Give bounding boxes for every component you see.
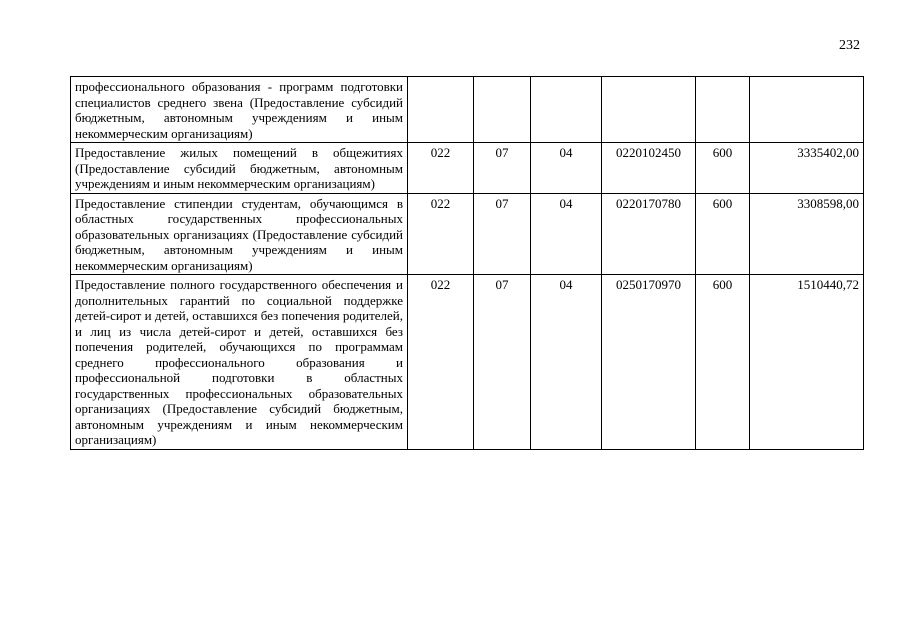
table-row: [71, 275, 864, 450]
row-description: Предоставление жилых помещений в общежитиях (Предоставление субсидий бюджетным, автономным учреждениям и иным некоммерческим организациям): [71, 143, 408, 194]
row-subsection-code: [531, 77, 602, 143]
row-ministry-code: 022: [408, 275, 474, 450]
row-expense-type: 600: [696, 275, 750, 450]
row-target-article: 0220102450: [602, 143, 696, 194]
table-row: [71, 77, 864, 143]
row-target-article: 0220170780: [602, 193, 696, 275]
row-ministry-code: [408, 77, 474, 143]
row-subsection-code: 04: [531, 193, 602, 275]
row-section-code: 07: [474, 275, 531, 450]
row-target-article: [602, 77, 696, 143]
row-expense-type: [696, 77, 750, 143]
row-ministry-code: 022: [408, 143, 474, 194]
row-amount: 1510440,72: [750, 275, 864, 450]
row-section-code: 07: [474, 143, 531, 194]
row-target-article: 0250170970: [602, 275, 696, 450]
row-description: Предоставление полного государственного обеспечения и дополнительных гарантий по социальной поддержке детей-сирот и детей, оставшихся без попечения родителей, и лиц из числа детей-сирот и детей, оставшихся без попечения родителей, обучающихся по программам среднего профессионального образования и профессиональной подготовки в областных государственных профессиональных образовательных организациях (Предоставление субсидий бюджетным, автономным учреждениям и иным некоммерческим организациям): [71, 275, 408, 450]
row-description: профессионального образования - программ подготовки специалистов среднего звена (Предоставление субсидий бюджетным, автономным учреждениям и иным некоммерческим организациям): [71, 77, 408, 143]
table-row: [71, 143, 864, 194]
row-description: Предоставление стипендии студентам, обучающимся в областных государственных профессиональных образовательных организациях (Предоставление субсидий бюджетным, автономным учреждениям и иным некоммерческим организациям): [71, 193, 408, 275]
row-section-code: 07: [474, 193, 531, 275]
table-row: [71, 193, 864, 275]
row-subsection-code: 04: [531, 275, 602, 450]
row-amount: 3335402,00: [750, 143, 864, 194]
row-section-code: [474, 77, 531, 143]
row-expense-type: 600: [696, 193, 750, 275]
row-subsection-code: 04: [531, 143, 602, 194]
row-amount: 3308598,00: [750, 193, 864, 275]
budget-table: [70, 76, 864, 450]
row-ministry-code: 022: [408, 193, 474, 275]
row-amount: [750, 77, 864, 143]
page-number: 232: [839, 38, 860, 53]
row-expense-type: 600: [696, 143, 750, 194]
